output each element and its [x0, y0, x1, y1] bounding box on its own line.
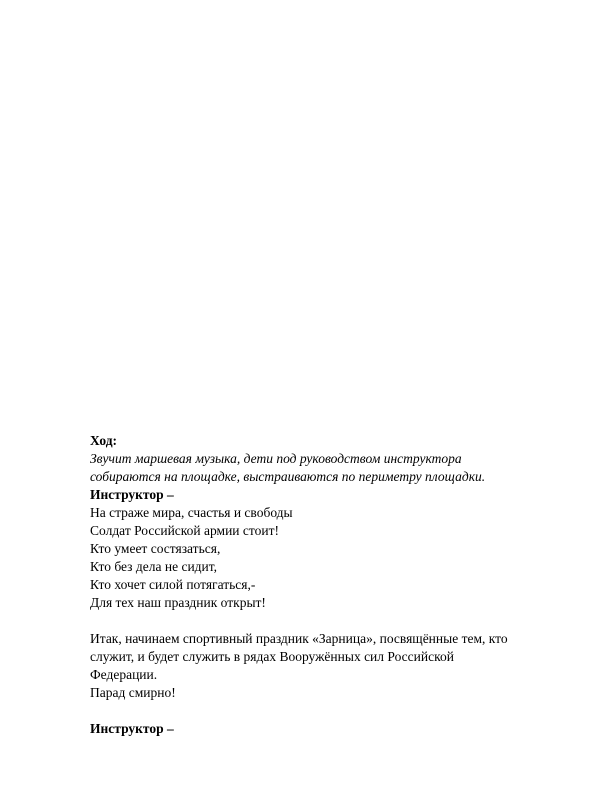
command-line: Парад смирно! [90, 685, 176, 700]
paragraph-line: Федерации. [90, 667, 158, 682]
poem-line: Кто умеет состязаться, [90, 541, 221, 556]
poem-line: На страже мира, счастья и свободы [90, 505, 293, 520]
poem-line: Кто хочет силой потягаться,- [90, 577, 256, 592]
paragraph-line: Итак, начинаем спортивный праздник «Зарница», посвящённые тем, кто [90, 631, 508, 646]
paragraph-line: служит, и будет служить в рядах Вооружённых сил Российской [90, 649, 454, 664]
document-body [90, 432, 540, 738]
section-heading: Ход: [90, 433, 118, 448]
blank-line [90, 612, 540, 630]
poem-line: Солдат Российской армии стоит! [90, 523, 279, 538]
speaker-label: Инструктор – [90, 487, 174, 502]
poem-line: Кто без дела не сидит, [90, 559, 218, 574]
blank-line [90, 702, 540, 720]
speaker-label-2: Инструктор – [90, 721, 174, 736]
stage-direction-line-2: собираются на площадке, выстраиваются по периметру площадки. [90, 469, 486, 484]
poem-line: Для тех наш праздник открыт! [90, 595, 266, 610]
stage-direction-line-1: Звучит маршевая музыка, дети под руководством инструктора [90, 451, 462, 466]
